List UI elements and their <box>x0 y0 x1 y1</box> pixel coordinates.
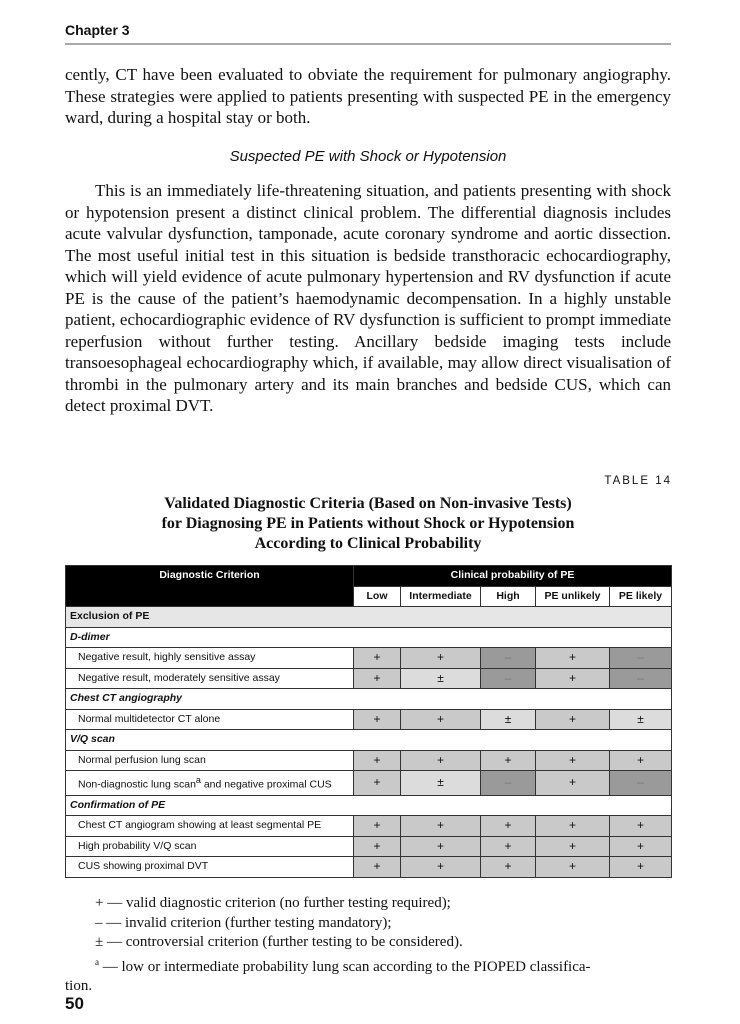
table-row <box>66 836 672 857</box>
header-rule <box>65 43 671 45</box>
row-value: + <box>401 836 481 857</box>
row-value: + <box>481 816 536 837</box>
row-value: ± <box>610 709 672 730</box>
row-value: + <box>536 648 610 669</box>
table-row <box>66 668 672 689</box>
row-value: + <box>481 857 536 878</box>
row-label <box>66 771 354 796</box>
row-label: Chest CT angiogram showing at least segmental PE <box>66 816 354 837</box>
legend-pm: ± — controversial criterion (further testing to be considered). <box>95 934 463 950</box>
row-value: + <box>610 836 672 857</box>
row-value: – <box>481 648 536 669</box>
page-number: 50 <box>65 994 84 1013</box>
footnote-text: — low or intermediate probability lung scan according to the PIOPED classifica- <box>99 958 591 975</box>
row-value: + <box>481 750 536 771</box>
table-row <box>66 648 672 669</box>
subsection-confirmation: Confirmation of PE <box>66 795 672 816</box>
table-header-row <box>66 566 672 587</box>
row-label-text: Non-diagnostic lung scan <box>78 778 196 791</box>
row-label: High probability V/Q scan <box>66 836 354 857</box>
row-label-text: and negative proximal CUS <box>200 778 332 791</box>
chapter-header: Chapter 3 <box>65 22 130 38</box>
row-value: + <box>354 771 401 796</box>
row-label: Negative result, moderately sensitive assay <box>66 668 354 689</box>
legend-footnote <box>65 953 671 978</box>
row-value: + <box>536 857 610 878</box>
paragraph-intro: cently, CT have been evaluated to obviate the requirement for pulmonary angiography. These strategies were applied to patients presenting with suspected PE in the emergency ward, during a hospital stay or both. <box>65 65 671 127</box>
table-row <box>66 771 672 796</box>
table-title-line: Validated Diagnostic Criteria (Based on Non-invasive Tests) <box>164 495 572 512</box>
table-row <box>66 750 672 771</box>
table-label: TABLE 14 <box>604 475 672 487</box>
row-value: + <box>610 857 672 878</box>
table-row <box>66 709 672 730</box>
row-value: + <box>354 816 401 837</box>
criteria-table <box>65 565 672 878</box>
row-value: + <box>536 750 610 771</box>
row-value: + <box>610 750 672 771</box>
row-value: – <box>481 668 536 689</box>
subheading: Suspected PE with Shock or Hypotension <box>229 148 507 165</box>
column-pe-unlikely: PE unlikely <box>536 586 610 607</box>
row-value: ± <box>401 668 481 689</box>
table-legend <box>65 894 671 997</box>
row-value: + <box>401 709 481 730</box>
row-value: + <box>354 857 401 878</box>
row-value: + <box>610 816 672 837</box>
row-value: + <box>354 648 401 669</box>
row-value: + <box>536 668 610 689</box>
row-label: Normal perfusion lung scan <box>66 750 354 771</box>
row-value: + <box>401 816 481 837</box>
row-value: + <box>536 771 610 796</box>
subsection-ct: Chest CT angiography <box>66 689 672 710</box>
footnote-marker: a <box>195 775 201 785</box>
paragraph-shock: This is an immediately life-threatening situation, and patients presenting with shock or hypotension present a distinct clinical problem. The differential diagnosis includes acute valvular dysfunction, tamponade, acute coronary syndrome and aortic dissection. The most useful initial test in this situation is bedside transthoracic echocardiography, which will yield evidence of acute pulmonary hypertension and RV dysfunction if acute PE is the cause of the patient’s haemodynamic decompensation. In a highly unstable patient, echocardiographic evidence of RV dysfunction is sufficient to prompt immediate reperfusion without further testing. Ancillary bedside imaging tests include transoesophageal echocardiography which, if available, may allow direct visualisation of thrombi in the pulmonary artery and its main branches and bedside CUS, which can detect proximal DVT. <box>65 181 671 415</box>
row-label: Negative result, highly sensitive assay <box>66 648 354 669</box>
section-exclusion: Exclusion of PE <box>66 607 672 628</box>
row-value: + <box>354 750 401 771</box>
subsection-vq: V/Q scan <box>66 730 672 751</box>
row-value: + <box>354 709 401 730</box>
legend-plus: + — valid diagnostic criterion (no further testing required); <box>95 895 451 911</box>
table-title <box>65 494 671 554</box>
legend-minus: – — invalid criterion (further testing mandatory); <box>95 914 392 931</box>
row-label: CUS showing proximal DVT <box>66 857 354 878</box>
header-criterion: Diagnostic Criterion <box>66 566 354 607</box>
row-value: ± <box>401 771 481 796</box>
row-value: – <box>610 771 672 796</box>
row-value: + <box>401 648 481 669</box>
row-value: + <box>536 709 610 730</box>
row-value: – <box>610 648 672 669</box>
row-value: – <box>610 668 672 689</box>
column-intermediate: Intermediate <box>401 586 481 607</box>
column-low: Low <box>354 586 401 607</box>
table-row <box>66 816 672 837</box>
row-value: ± <box>481 709 536 730</box>
row-value: + <box>354 836 401 857</box>
row-value: + <box>401 857 481 878</box>
legend-footnote-cont: tion. <box>65 978 93 994</box>
row-value: + <box>481 836 536 857</box>
header-probability: Clinical probability of PE <box>354 566 672 587</box>
column-pe-likely: PE likely <box>610 586 672 607</box>
table-row <box>66 857 672 878</box>
row-value: + <box>354 668 401 689</box>
footnote-marker: a <box>95 956 99 967</box>
subsection-ddimer: D-dimer <box>66 627 672 648</box>
row-value: – <box>481 771 536 796</box>
row-label: Normal multidetector CT alone <box>66 709 354 730</box>
row-value: + <box>536 836 610 857</box>
column-high: High <box>481 586 536 607</box>
table-title-line: for Diagnosing PE in Patients without Shock or Hypotension <box>161 515 575 532</box>
table-title-line: According to Clinical Probability <box>254 535 482 552</box>
row-value: + <box>401 750 481 771</box>
row-value: + <box>536 816 610 837</box>
